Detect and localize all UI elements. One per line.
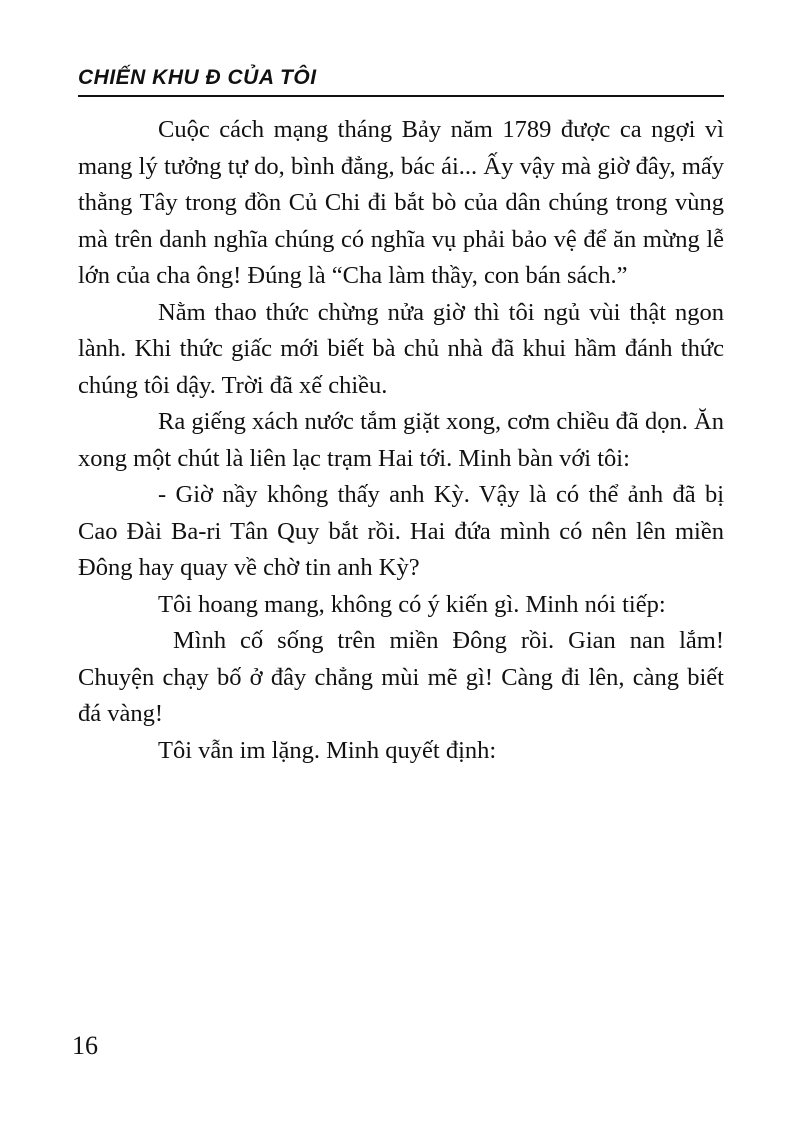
body-text bbox=[78, 112, 724, 769]
paragraph: Ra giếng xách nước tắm giặt xong, cơm chiều đã dọn. Ăn xong một chút là liên lạc trạm Hai tới. Minh bàn với tôi: bbox=[78, 408, 724, 472]
paragraph: Tôi vẫn im lặng. Minh quyết định: bbox=[158, 736, 497, 764]
header-rule bbox=[78, 95, 724, 97]
paragraph: Cuộc cách mạng tháng Bảy năm 1789 được ca ngợi vì mang lý tưởng tự do, bình đẳng, bác ái... Ấy vậy mà giờ đây, mấy thằng Tây trong đồn Củ Chi đi bắt bò của dân chúng trong vùng mà trên danh nghĩa chúng có nghĩa vụ phải bảo vệ để ăn mừng lễ lớn của cha ông! Đúng là “Cha làm thầy, con bán sách.” bbox=[78, 116, 724, 289]
dialogue-paragraph: Mình cố sống trên miền Đông rồi. Gian nan lắm! Chuyện chạy bố ở đây chẳng mùi mẽ gì! Càng đi lên, càng biết đá vàng! bbox=[78, 627, 724, 727]
running-header: CHIẾN KHU Đ CỦA TÔI bbox=[78, 66, 317, 89]
dialogue-paragraph: - Giờ nầy không thấy anh Kỳ. Vậy là có thể ảnh đã bị Cao Đài Ba-ri Tân Quy bắt rồi. Hai đứa mình có nên lên miền Đông hay quay về chờ tin anh Kỳ? bbox=[78, 481, 724, 581]
paragraph: Nằm thao thức chừng nửa giờ thì tôi ngủ vùi thật ngon lành. Khi thức giấc mới biết bà chủ nhà đã khui hầm đánh thức chúng tôi dậy. Trời đã xế chiều. bbox=[78, 298, 724, 399]
page-number: 16 bbox=[72, 1031, 98, 1060]
paragraph: Tôi hoang mang, không có ý kiến gì. Minh nói tiếp: bbox=[158, 590, 666, 618]
